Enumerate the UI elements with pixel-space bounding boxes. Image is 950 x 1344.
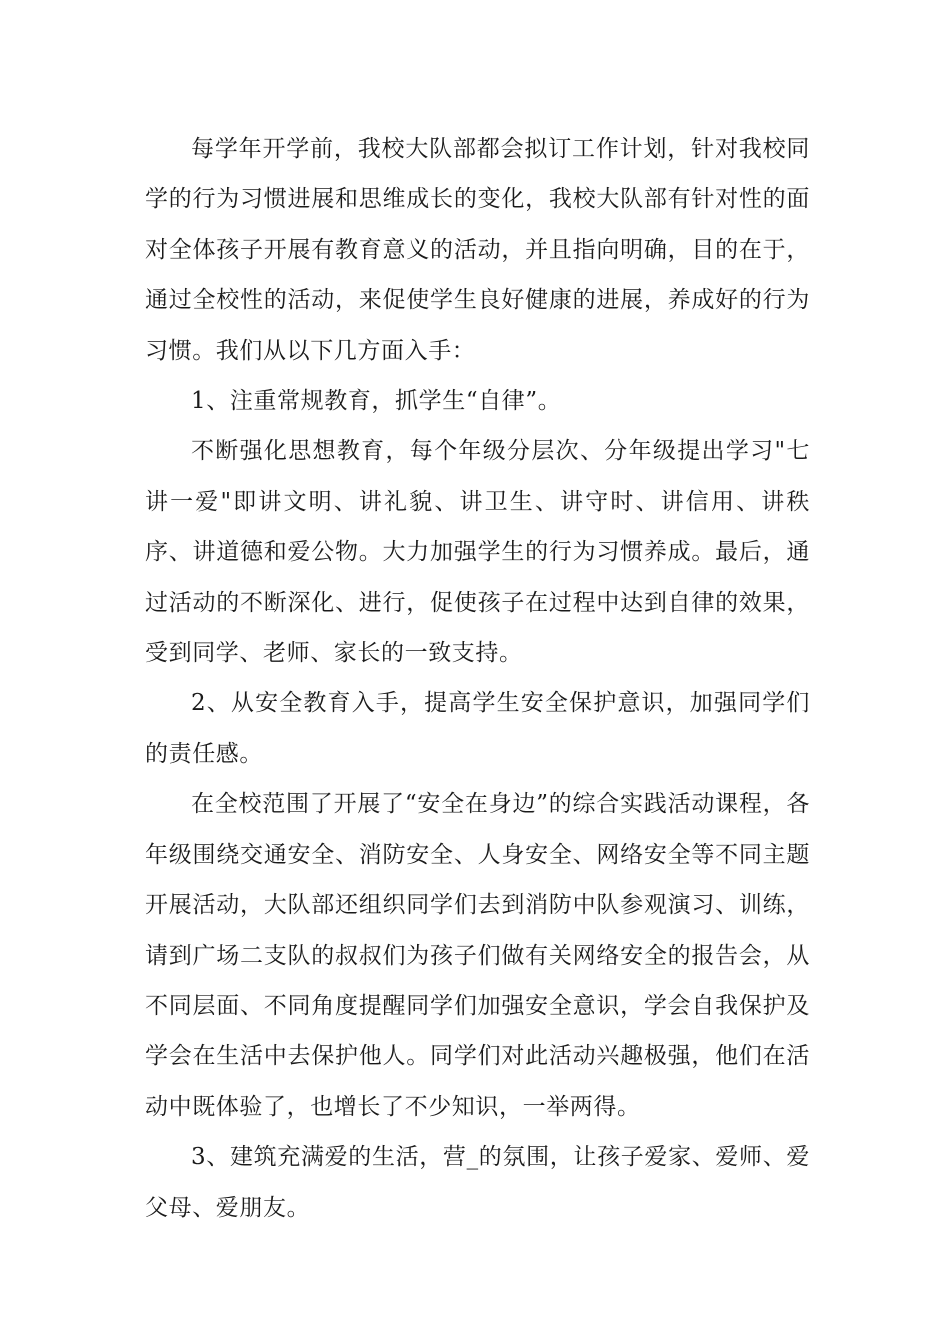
document-body	[145, 124, 810, 1233]
paragraph-intro: 每学年开学前，我校大队部都会拟订工作计划，针对我校同学的行为习惯进展和思维成长的变化，我校大队部有针对性的面对全体孩子开展有教育意义的活动，并且指向明确，目的在于，通过全校性的活动，来促使学生良好健康的进展，养成好的行为习惯。我们从以下几方面入手：	[145, 136, 810, 364]
paragraph-item-1: 不断强化思想教育，每个年级分层次、分年级提出学习"七讲一爱"即讲文明、讲礼貌、讲卫生、讲守时、讲信用、讲秩序、讲道德和爱公物。大力加强学生的行为习惯养成。最后，通过活动的不断深化、进行，促使孩子在过程中达到自律的效果，受到同学、老师、家长的一致支持。	[145, 438, 810, 667]
heading-item-1: 1、注重常规教育，抓学生“自律”。	[191, 388, 562, 415]
paragraph-item-2: 在全校范围了开展了“安全在身边”的综合实践活动课程，各年级围绕交通安全、消防安全、人身安全、网络安全等不同主题开展活动，大队部还组织同学们去到消防中队参观演习、训练，请到广场二支队的叔叔们为孩子们做有关网络安全的报告会，从不同层面、不同角度提醒同学们加强安全意识，学会自我保护及学会在生活中去保护他人。同学们对此活动兴趣极强，他们在活动中既体验了，也增长了不少知识，一举两得。	[145, 791, 810, 1120]
heading-item-2: 2、从安全教育入手，提高学生安全保护意识，加强同学们的责任感。	[145, 690, 810, 767]
heading-item-3: 3、建筑充满爱的生活，营_的氛围，让孩子爱家、爱师、爱父母、爱朋友。	[145, 1144, 810, 1221]
